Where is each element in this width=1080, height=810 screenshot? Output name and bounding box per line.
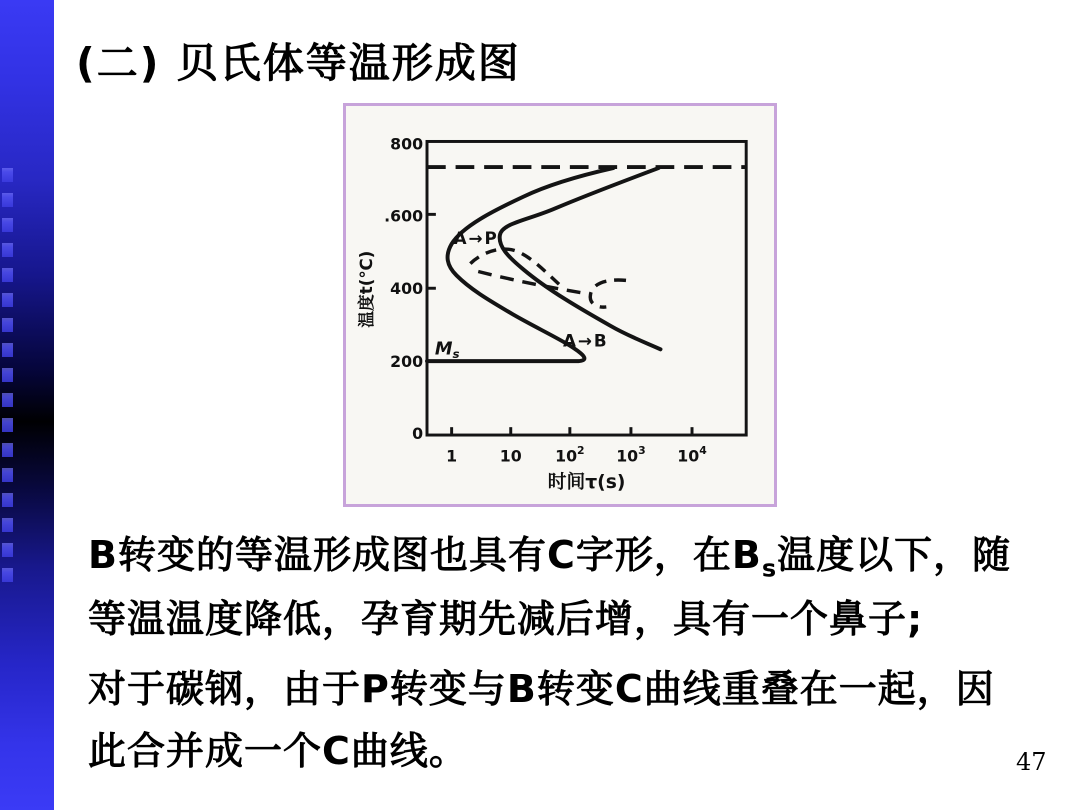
sidebar-decoration — [0, 0, 54, 810]
y-tick-200: 200 — [390, 352, 424, 372]
x-tick-10000: $10^4$ — [677, 443, 707, 466]
body-line1-subscript: s — [761, 554, 778, 583]
body-line1-pre: B转变的等温形成图也具有C字形，在B — [88, 533, 762, 577]
x-axis-label: 时间τ(s) — [547, 472, 626, 494]
body-line1-post: 温度以下，随 — [777, 533, 1012, 577]
dashed-boundary-hump — [470, 249, 559, 284]
y-tick-400: 400 — [390, 279, 424, 299]
body-text-line-1 — [88, 524, 1012, 583]
y-axis-label: 温度t(℃) — [355, 250, 376, 328]
x-tick-100: $10^2$ — [555, 443, 585, 466]
dashed-bainite-nose — [590, 280, 626, 307]
body-text-line-2: 等温温度降低，孕育期先减后增，具有一个鼻子; — [88, 597, 924, 641]
y-tick-0: 0 — [412, 423, 424, 443]
label-ms: $M_s$ — [434, 339, 460, 362]
slide-title: (二) 贝氏体等温形成图 — [76, 39, 521, 87]
label-a-to-b: A→B — [562, 330, 609, 351]
ttt-diagram — [346, 106, 774, 504]
body-text-line-4: 此合并成一个C曲线。 — [88, 729, 468, 773]
body-text-line-3: 对于碳钢，由于P转变与B转变C曲线重叠在一起，因 — [88, 667, 995, 711]
x-tick-1000: $10^3$ — [616, 443, 646, 466]
sidebar-film-strip — [2, 168, 13, 593]
dashed-boundary-descending — [478, 272, 589, 295]
x-tick-1: 1 — [446, 446, 458, 466]
x-tick-10: 10 — [499, 446, 522, 466]
page-number: 47 — [1016, 748, 1047, 776]
label-a-to-p: A→P — [453, 227, 499, 248]
y-tick-600: .600 — [384, 206, 424, 226]
ttt-diagram-figure — [343, 103, 777, 507]
y-tick-800: 800 — [390, 134, 424, 154]
